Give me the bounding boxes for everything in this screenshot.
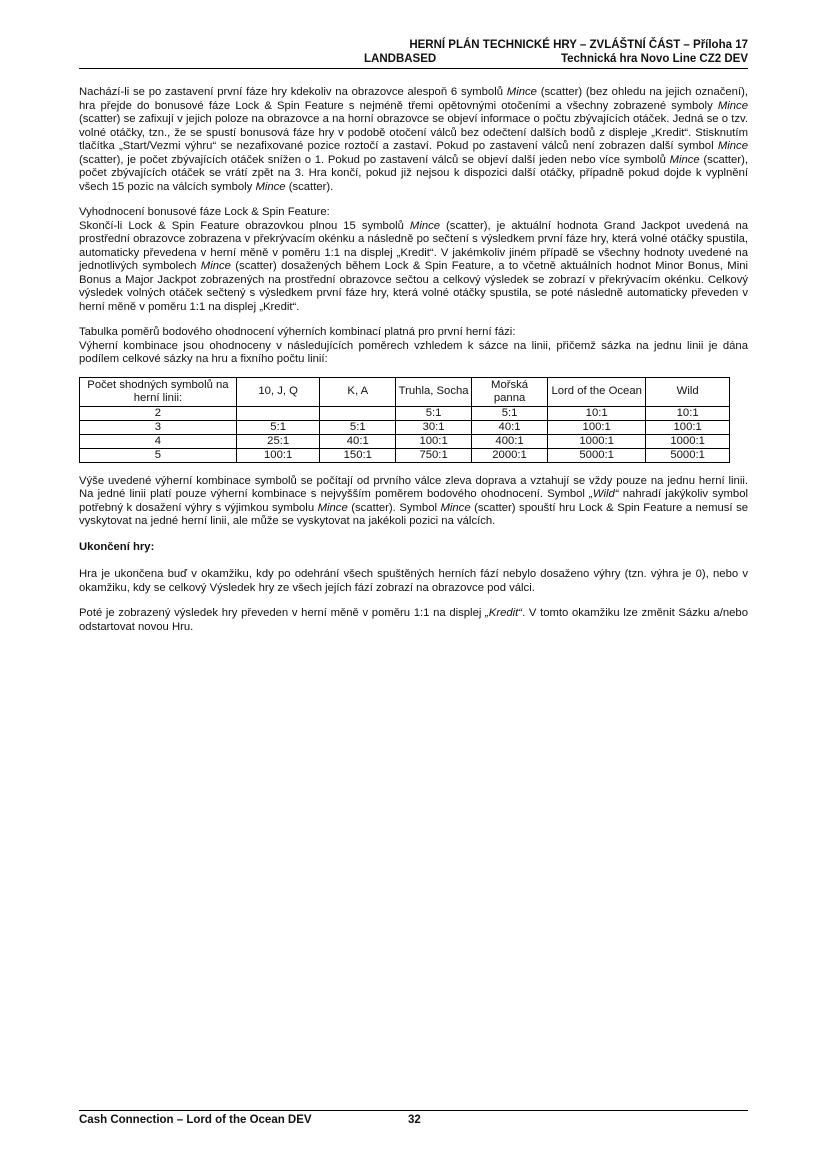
table-cell: 5:1 [236,420,320,434]
table-cell: 150:1 [320,448,396,462]
paragraph-bonus-evaluation-title: Vyhodnocení bonusové fáze Lock & Spin Feature: [79,206,330,218]
table-cell: 100:1 [236,448,320,462]
table-header-cell: 10, J, Q [236,377,320,406]
header-subtitle: Technická hra Novo Line CZ2 DEV [560,53,748,65]
table-row [80,434,730,448]
table-cell: 100:1 [548,420,646,434]
table-cell: 1000:1 [646,434,730,448]
table-cell: 40:1 [472,420,548,434]
table-row [80,420,730,434]
table-cell: 25:1 [236,434,320,448]
page-number: 32 [408,1114,421,1126]
footer-title: Cash Connection – Lord of the Ocean DEV [79,1114,312,1126]
table-header-row [80,377,730,406]
header-row2 [79,52,748,66]
table-header-cell: Truhla, Socha [396,377,472,406]
table-cell: 2000:1 [472,448,548,462]
table-cell: 5000:1 [646,448,730,462]
table-cell: 40:1 [320,434,396,448]
document-body [79,86,748,646]
header-title: HERNÍ PLÁN TECHNICKÉ HRY – ZVLÁŠTNÍ ČÁST – Příloha 17 [409,39,748,51]
table-cell: 10:1 [646,406,730,420]
table-header-cell: Mořská panna [472,377,548,406]
table-cell: 5000:1 [548,448,646,462]
page-header [79,38,748,66]
paragraph-combination-rules: Výše uvedené výherní kombinace symbolů se počítají od prvního válce zleva doprava a vztahují se vždy pouze na jednu herní linii. Na jedné linii platí pouze výherní kombinace s nejvyšším poměrem bodového ohodnocení. Symbol „Wild“ nahradí jakýkoliv symbol potřebný k dosažení výhry s výjimkou symbolu Mince (scatter). Symbol Mince (scatter) spouští hru Lock & Spin Feature a nemusí se vyskytovat na jedné herní linii, ale může se vyskytovat na jakékoli pozici na válcích. [79,474,748,527]
table-cell: 3 [80,420,237,434]
table-cell: 10:1 [548,406,646,420]
table-header-cell: K, A [320,377,396,406]
table-cell: 750:1 [396,448,472,462]
table-cell: 100:1 [396,434,472,448]
table-cell: 4 [80,434,237,448]
table-cell: 400:1 [472,434,548,448]
table-cell: 5:1 [320,420,396,434]
table-header-cell: Lord of the Ocean [548,377,646,406]
paragraph-table-intro: Výherní kombinace jsou ohodnoceny v následujících poměrech vzhledem k sázce na linii, přičemž sázka na jednu linii je dána podílem celkové sázky na hru a fixního počtu linií: [79,339,748,365]
table-header-cell: Wild [646,377,730,406]
footer-divider [79,1110,748,1111]
table-cell: 1000:1 [548,434,646,448]
header-divider [79,68,748,69]
table-row [80,406,730,420]
section-heading-end-of-game: Ukončení hry: [79,540,155,553]
paragraph-bonus-trigger: Nachází-li se po zastavení první fáze hry kdekoliv na obrazovce alespoň 6 symbolů Mince (scatter) (bez ohledu na jejich označení), hra přejde do bonusové fáze Lock & Spin Feature s nejméně třemi opětovnými otočeními a všechny zobrazené symboly Mince (scatter) se zafixují v jejich poloze na obrazovce a na horní obrazovce se objeví informace o počtu zbývajících otáček. Jedná se o tzv. volné otáčky, tzn., že se spustí bonusová fáze hry v podobě otočení válců bez odečtení dalších bodů z displeje „Kredit“. Stisknutím tlačítka „Start/Vezmi výhru“ se nezafixované pozice roztočí a zastaví. Pokud po zastavení válců není zobrazen další symbol Mince (scatter), je počet zbývajících otáček snížen o 1. Pokud po zastavení válců se objeví další jeden nebo více symbolů Mince (scatter), počet zbývajících otáček se vrátí zpět na 3. Hra končí, pokud již nejsou k dispozici další otáčky, případně pokud dojde k vyplnění všech 15 pozic na válcích symboly Mince (scatter). [79,86,748,193]
table-cell: 100:1 [646,420,730,434]
paytable [79,377,730,463]
paragraph-end-of-game: Hra je ukončena buď v okamžiku, kdy po odehrání všech spuštěných herních fází nebylo dosaženo výhry (tzn. výhra je 0), nebo v okamžiku, kdy se celkový Výsledek hry ze všech jejích fází zobrazí na obrazovce pod válci. [79,568,748,594]
table-cell: 5:1 [396,406,472,420]
table-cell [320,406,396,420]
paragraph-credit-transfer: Poté je zobrazený výsledek hry převeden v herní měně v poměru 1:1 na displej „Kredit“. V tomto okamžiku lze změnit Sázku a/nebo odstartovat novou Hru. [79,607,748,633]
table-cell: 2 [80,406,237,420]
table-cell: 5:1 [472,406,548,420]
paragraph-bonus-evaluation: Skončí-li Lock & Spin Feature obrazovkou plnou 15 symbolů Mince (scatter), je aktuální hodnota Grand Jackpot uvedená na prostřední obrazovce zobrazena v překrývacím okénku a následně po sečtení s výsledkem první fáze hry, která volné otáčky spustila, automaticky převedena v herní měně v poměru 1:1 na displej „Kredit“. V jakémkoliv jiném případě se všechny hodnoty uvedené na jednotlivých symbolech Mince (scatter) dosažených během Lock & Spin Feature, a to včetně aktuálních hodnot Minor Bonus, Mini Bonus a Major Jackpot zobrazených na prostřední obrazovce sečtou a celkový výsledek se zobrazí v překrývacím okénku. Celkový výsledek volných otáček sečtený s výsledkem první fáze hry, která volné otáčky spustila, se poté následně automaticky převeden v herní měně v poměru 1:1 na displej „Kredit“. [79,219,749,313]
table-cell: 5 [80,448,237,462]
header-landbased: LANDBASED [364,53,437,65]
table-cell [236,406,320,420]
table-header-cell: Počet shodných symbolů na herní linii: [80,377,237,406]
table-cell: 30:1 [396,420,472,434]
table-row [80,448,730,462]
paragraph-table-title: Tabulka poměrů bodového ohodnocení výherních kombinací platná pro první herní fázi: [79,326,516,338]
